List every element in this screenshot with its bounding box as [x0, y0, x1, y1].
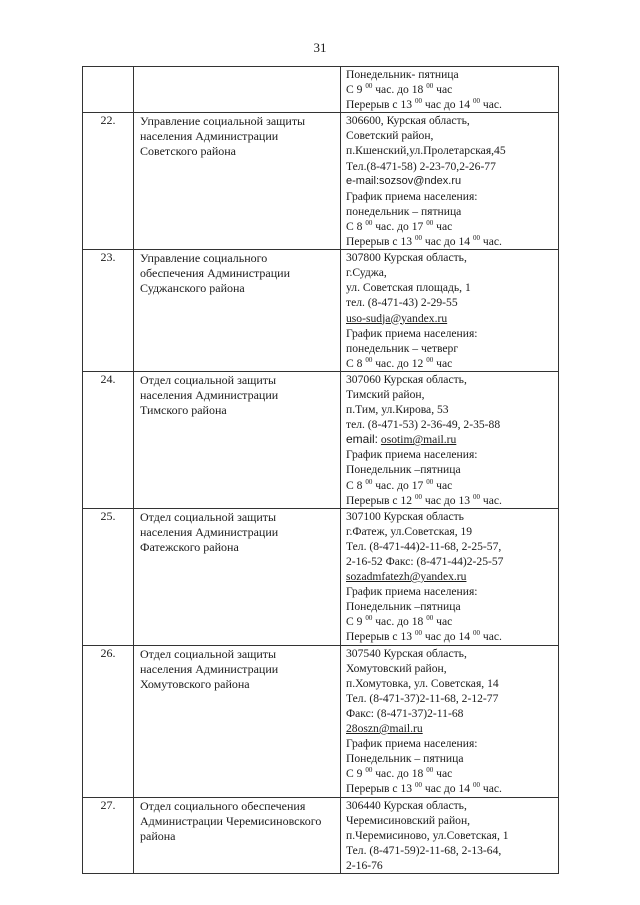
- contact-line: тел. (8-471-53) 2-36-49, 2-35-88: [346, 418, 501, 432]
- contact-line: ул. Советская площадь, 1: [346, 281, 471, 295]
- contact-line: Факс: (8-471-37)2-11-68: [346, 706, 464, 720]
- department-name: Управление социальной защиты населения Администрации Советского района: [134, 113, 341, 250]
- contact-line: тел. (8-471-43) 2-29-55: [346, 296, 458, 310]
- contact-info-cell: [341, 67, 559, 113]
- contact-line: График приема населения:: [346, 448, 478, 462]
- contact-line: Перерыв с 12 $^{00}$ час до 13 $^{00}$ час.: [346, 492, 502, 507]
- contact-line: 2-16-76: [346, 858, 383, 872]
- contact-line: 307800 Курская область,: [346, 251, 467, 265]
- contact-info: [341, 371, 559, 508]
- contact-line: Понедельник – пятница: [346, 752, 464, 766]
- department-name: Отдел социальной защиты населения Администрации Хомутовского района: [134, 645, 341, 797]
- contact-line: Тел. (8-471-44)2-11-68, 2-25-57,: [346, 539, 502, 553]
- row-number: 22.: [83, 113, 134, 250]
- contacts-table: [82, 66, 559, 874]
- department-name: Отдел социального обеспечения Администрации Черемисиновского района: [134, 797, 341, 873]
- contact-line: График приема населения:: [346, 585, 478, 599]
- contact-line: e-mail:sozsov@ndex.ru: [346, 174, 462, 187]
- contact-line: График приема населения:: [346, 737, 478, 751]
- contact-line: п.Черемисиново, ул.Советская, 1: [346, 828, 509, 842]
- table-row: [83, 250, 559, 372]
- contact-info: [341, 797, 559, 873]
- row-number: 23.: [83, 250, 134, 372]
- table-row: [83, 797, 559, 873]
- contact-line: понедельник – четверг: [346, 341, 459, 355]
- contact-line: Тел.(8-471-58) 2-23-70,2-26-77: [346, 159, 496, 173]
- email-link[interactable]: osotim@mail.ru: [380, 433, 457, 447]
- contact-line: Тел. (8-471-59)2-11-68, 2-13-64,: [346, 843, 502, 857]
- contact-line: Перерыв с 13 $^{00}$ час до 14 $^{00}$ час.: [346, 234, 502, 249]
- row-number: 24.: [83, 371, 134, 508]
- contact-line: Перерыв с 13 $^{00}$ час до 14 $^{00}$ час.: [346, 629, 502, 644]
- contact-line: С 8 $^{00}$ час. до 12 $^{00}$ час: [346, 355, 453, 370]
- contact-line: С 8 $^{00}$ час. до 17 $^{00}$ час: [346, 218, 453, 233]
- contact-info: [341, 113, 559, 250]
- contact-line: График приема населения:: [346, 326, 478, 340]
- contact-line: г.Суджа,: [346, 266, 387, 280]
- contact-line: Перерыв с 13 $^{00}$ час до 14 $^{00}$ час.: [346, 781, 502, 796]
- row-number-cell: [83, 67, 134, 113]
- contact-line: Хомутовский район,: [346, 661, 447, 675]
- contact-line: 306600, Курская область,: [346, 114, 470, 128]
- contact-line: п.Кшенский,ул.Пролетарская,45: [346, 144, 506, 158]
- department-name: Отдел социальной защиты населения Администрации Фатежского района: [134, 508, 341, 645]
- contact-line: Советский район,: [346, 129, 434, 143]
- contact-line: Тимский район,: [346, 387, 425, 401]
- department-name-cell: [134, 67, 341, 113]
- contact-line: С 9 $^{00}$ час. до 18 $^{00}$ час: [346, 82, 453, 97]
- contact-line: Понедельник –пятница: [346, 463, 461, 477]
- contact-line: п.Хомутовка, ул. Советская, 14: [346, 676, 499, 690]
- contact-line: п.Тим, ул.Кирова, 53: [346, 403, 449, 417]
- contact-line: График приема населения:: [346, 189, 478, 203]
- table-row: [83, 113, 559, 250]
- contact-line: email: osotim@mail.ru: [346, 432, 457, 447]
- contact-line: 307540 Курская область,: [346, 646, 467, 660]
- contact-line: понедельник – пятница: [346, 204, 462, 218]
- table-row: [83, 371, 559, 508]
- table-row-continuation: [83, 67, 559, 113]
- contact-info: [341, 645, 559, 797]
- department-name: Управление социального обеспечения Администрации Суджанского района: [134, 250, 341, 372]
- contact-line[interactable]: sozadmfatezh@yandex.ru: [346, 570, 467, 584]
- contact-line: 307100 Курская область: [346, 509, 464, 523]
- contact-line: 306440 Курская область,: [346, 798, 467, 812]
- table-row: [83, 508, 559, 645]
- contact-line[interactable]: uso-sudja@yandex.ru: [346, 311, 448, 325]
- contact-line: Тел. (8-471-37)2-11-68, 2-12-77: [346, 691, 499, 705]
- row-number: 25.: [83, 508, 134, 645]
- contact-line: Понедельник- пятница: [346, 68, 459, 81]
- contact-line[interactable]: 28oszn@mail.ru: [346, 722, 423, 736]
- row-number: 27.: [83, 797, 134, 873]
- contact-line: Перерыв с 13 $^{00}$ час до 14 $^{00}$ час.: [346, 97, 502, 112]
- page-number: 31: [313, 40, 327, 55]
- contact-info: [341, 508, 559, 645]
- contact-info: [341, 250, 559, 372]
- contact-line: С 9 $^{00}$ час. до 18 $^{00}$ час: [346, 766, 453, 781]
- table-row: [83, 645, 559, 797]
- contact-line: С 9 $^{00}$ час. до 18 $^{00}$ час: [346, 614, 453, 629]
- row-number: 26.: [83, 645, 134, 797]
- contact-line: г.Фатеж, ул.Советская, 19: [346, 524, 473, 538]
- department-name: Отдел социальной защиты населения Администрации Тимского района: [134, 371, 341, 508]
- contact-line: 307060 Курская область,: [346, 372, 467, 386]
- contact-line: Черемисиновский район,: [346, 813, 471, 827]
- contact-line: С 8 $^{00}$ час. до 17 $^{00}$ час: [346, 477, 453, 492]
- contact-line: Понедельник –пятница: [346, 600, 461, 614]
- contact-line: 2-16-52 Факс: (8-471-44)2-25-57: [346, 555, 504, 568]
